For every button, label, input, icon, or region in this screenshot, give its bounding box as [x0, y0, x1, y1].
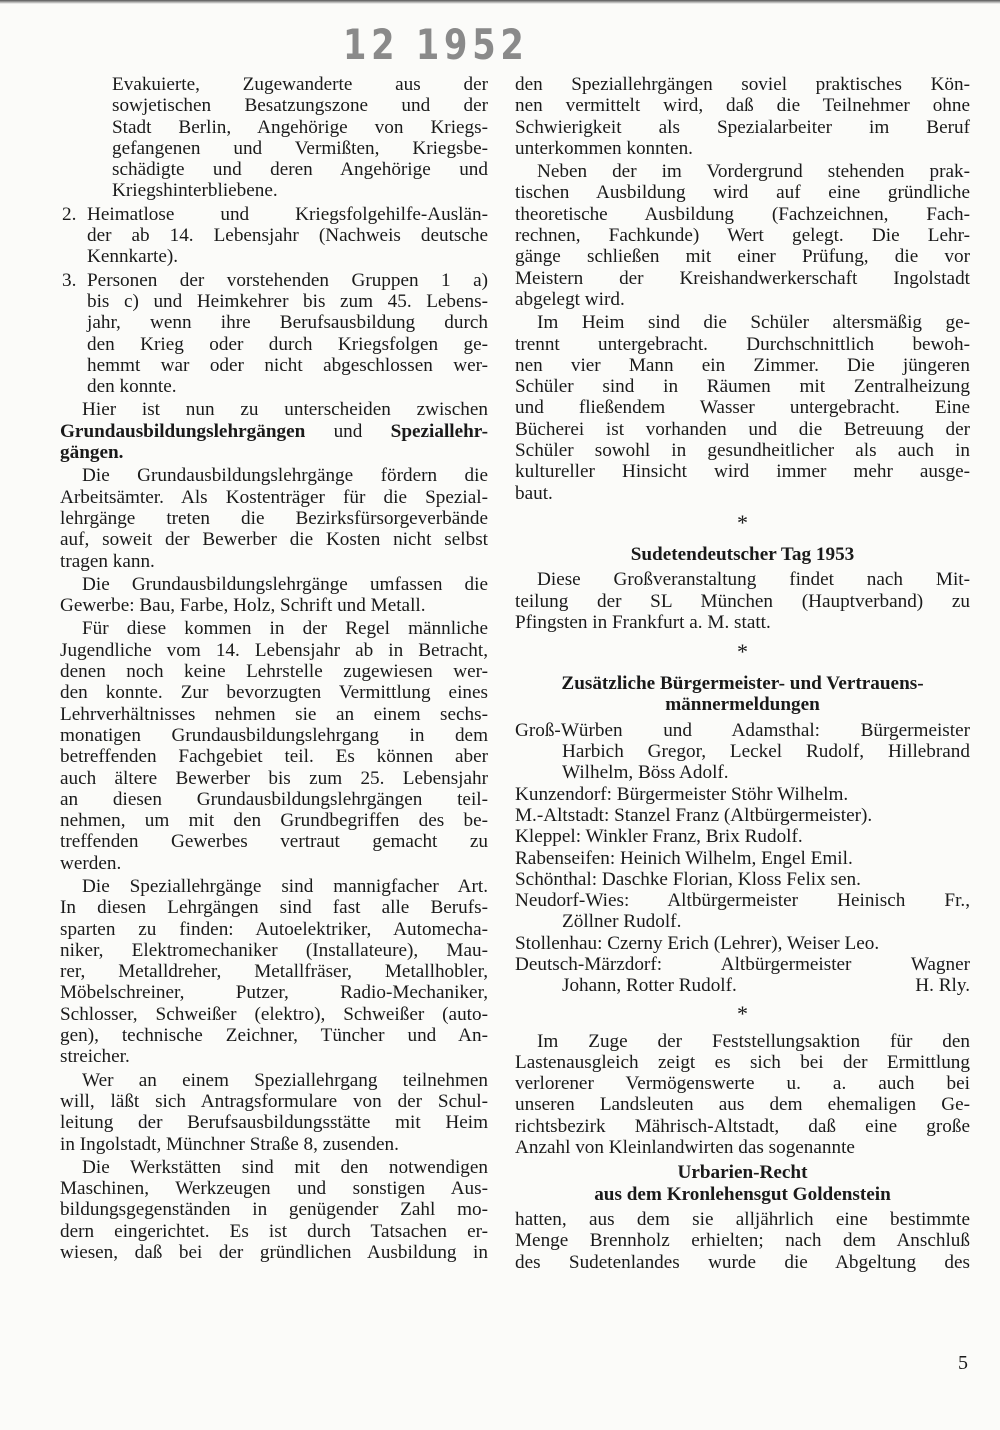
text-line: Schüler sowohl in gesundheitlicher als auch in [515, 440, 970, 462]
text-line: rer, Metalldreher, Metallfräser, Metallhobler, [60, 961, 488, 983]
text-line: streicher. [60, 1046, 130, 1068]
text-line: Deutsch-Märzdorf: Altbürgermeister Wagner [515, 953, 970, 975]
text-line: In diesen Lehrgängen sind fast alle Berufs- [60, 897, 488, 919]
text-line: baut. [515, 482, 553, 504]
paragraph [515, 1031, 970, 1159]
text-line: jahr, wenn ihre Berufsausbildung durch [87, 312, 488, 334]
name-entry [515, 805, 970, 826]
text-line: den Krieg oder durch Kriegsfolgen ge- [87, 333, 488, 355]
text-line: Neben der im Vordergrund stehenden prak- [537, 161, 970, 183]
text-line: treffenden Gewerbes vertraut gemacht zu [60, 831, 488, 853]
text-line: tischen Ausbildung wird auf eine gründliche [515, 182, 970, 204]
name-entry [515, 954, 970, 997]
text-line: hatten, aus dem sie alljährlich eine bestimmte [515, 1208, 970, 1230]
list-number: 3. [62, 269, 77, 291]
text-line: lehrgänge treten die Bezirksfürsorgeverbände [60, 507, 488, 529]
paragraph [60, 465, 488, 571]
right-column [515, 74, 970, 1275]
text-line [60, 421, 488, 442]
text-line: des Sudetenlandes wurde die Abgeltung des [515, 1251, 970, 1273]
text-line: verlorener Vermögenswerte u. a. auch bei [515, 1073, 970, 1095]
text-line: rechnen, Fachkunde) Wert gelegt. Die Lehr- [515, 225, 970, 247]
text-line: richtsbezirk Mährisch-Altstadt, daß eine große [515, 1115, 970, 1137]
text-line: Schüler sind in Räumen mit Zentralheizung [515, 376, 970, 398]
text-line [515, 975, 970, 996]
scan-edge [0, 0, 1000, 4]
text-line: der ab 14. Lebensjahr (Nachweis deutsche [87, 225, 488, 247]
text-line: Im Heim sind die Schüler altersmäßig ge- [537, 312, 970, 334]
text-line: Maschinen, Werkzeugen und sonstigen Aus- [60, 1178, 488, 1200]
text-line: Urbarien-Recht [677, 1162, 808, 1184]
text-line: in Ingolstadt, Münchner Straße 8, zusenden. [60, 1133, 399, 1155]
text-line: Kennkarte). [87, 246, 179, 268]
name-entry [515, 933, 970, 954]
text-line: bildungsgegenständen in genügender Zahl mo- [60, 1199, 488, 1221]
text-line: Groß-Würben und Adamsthal: Bürgermeister [515, 719, 970, 741]
text-line: Rabenseifen: Heinich Wilhelm, Engel Emil. [515, 847, 853, 869]
text-line: Bücherei ist vorhanden und die Betreuung der [515, 418, 970, 440]
text-line: nen vier Mann ein Zimmer. Die jüngeren [515, 354, 970, 376]
text-line: den konnte. [87, 376, 177, 398]
left-column [60, 74, 488, 1265]
text-line: Meistern der Kreishandwerkerschaft Ingolstadt [515, 267, 970, 289]
name-entry [515, 826, 970, 847]
text-line: Evakuierte, Zugewanderte aus der [112, 74, 488, 95]
text-line: auch ältere Bewerber bis zum 25. Lebensjahr [60, 767, 488, 789]
name-entry [515, 869, 970, 890]
text-line: bis c) und Heimkehrer bis zum 45. Lebens- [87, 290, 488, 312]
text-line: schädigte und deren Angehörige und [112, 159, 488, 181]
text-line: sparten zu finden: Autoelektriker, Automecha- [60, 918, 488, 940]
paragraph [515, 1209, 970, 1273]
text-line: niker, Elektromechaniker (Installateure), Mau- [60, 939, 488, 961]
paragraph [60, 1157, 488, 1263]
text-line: Lehrverhältnisses nehmen sie an einem sechs- [60, 703, 488, 725]
text-line: Zöllner Rudolf. [562, 911, 682, 933]
name-entry [515, 848, 970, 869]
list-item [60, 204, 488, 268]
text-line: Stadt Berlin, Angehörige von Kriegs- [112, 116, 488, 138]
section-heading [515, 1162, 970, 1205]
text-line: Kriegshinterbliebene. [112, 180, 278, 202]
section-separator: * [737, 1000, 748, 1026]
text-line: Wer an einem Speziallehrgang teilnehmen [82, 1069, 488, 1091]
text-line: Lastenausgleich zeigt es sich bei der Ermittlung [515, 1051, 970, 1073]
text-segment: Johann, Rotter Rudolf. [562, 975, 737, 997]
text-line: denen noch keine Lehrstelle zugewiesen wer- [60, 661, 488, 683]
text-line: Personen der vorstehenden Gruppen 1 a) [87, 269, 488, 291]
text-line: Im Zuge der Feststellungsaktion für den [537, 1030, 970, 1052]
text-line: aus dem Kronlehensgut Goldenstein [594, 1183, 891, 1205]
date-stamp: 12 1952 [343, 20, 529, 69]
text-line: unterkommen konnten. [515, 137, 693, 159]
text-line: sowjetischen Besatzungszone und der [112, 95, 488, 117]
text-line: Für diese kommen in der Regel männliche [82, 618, 488, 640]
bold-term: Speziallehr- [390, 420, 488, 442]
text-line: gefangenen und Vermißten, Kriegsbe- [112, 137, 488, 159]
text-line [60, 442, 488, 463]
text-line: Gewerbe: Bau, Farbe, Holz, Schrift und Metall. [60, 595, 426, 617]
text-line: will, läßt sich Antragsformulare von der Schul- [60, 1090, 488, 1112]
name-entry [515, 784, 970, 805]
text-line: den Speziallehrgängen soviel praktisches Kön- [515, 74, 970, 95]
name-entry [515, 890, 970, 933]
paragraph [60, 618, 488, 874]
text-line: Diese Großveranstaltung findet nach Mit- [537, 569, 970, 591]
text-line: Heimatlose und Kriegsfolgehilfe-Auslän- [87, 203, 488, 225]
text-line: und fließendem Wasser untergebracht. Eine [515, 397, 970, 419]
text-line: nen vermittelt wird, daß die Teilnehmer ohne [515, 95, 970, 117]
text-line: Schlosser, Schweißer (elektro), Schweißer (auto- [60, 1003, 488, 1025]
text-line: Die Speziallehrgänge sind mannigfacher Art. [82, 875, 488, 897]
text-line: Die Grundausbildungslehrgänge umfassen die [82, 573, 488, 595]
text-line: gänge schließen mit einer Prüfung, die vor [515, 246, 970, 268]
bold-term: gängen. [60, 442, 124, 464]
page-number: 5 [958, 1352, 968, 1374]
text-line: Sudetendeutscher Tag 1953 [630, 543, 855, 565]
paragraph [60, 574, 488, 617]
text-line: M.-Altstadt: Stanzel Franz (Altbürgermeister). [515, 804, 873, 826]
name-entry [515, 720, 970, 784]
text-line: nehmen, um mit den Grundbegriffen des be- [60, 810, 488, 832]
text-line: unseren Landsleuten aus dem ehemaligen Ge- [515, 1094, 970, 1116]
text-line: Möbelschreiner, Putzer, Radio-Mechaniker, [60, 982, 488, 1004]
text-line: monatigen Grundausbildungslehrgang in dem [60, 724, 488, 746]
text-line: Menge Brennholz erhielten; nach dem Anschluß [515, 1230, 970, 1252]
text-line: hemmt war oder nicht abgeschlossen wer- [87, 354, 488, 376]
paragraph [60, 876, 488, 1068]
text-line: Neudorf-Wies: Altbürgermeister Heinisch Fr., [515, 890, 970, 912]
text-line: abgelegt wird. [515, 288, 625, 310]
text-line: Jugendliche vom 14. Lebensjahr ab in Betracht, [60, 639, 488, 661]
section-heading [515, 544, 970, 565]
text-line: werden. [60, 852, 122, 874]
text-line: Kunzendorf: Bürgermeister Stöhr Wilhelm. [515, 783, 849, 805]
text-line: betreffenden Fachgebiet teil. Es können aber [60, 746, 488, 768]
paragraph [60, 1070, 488, 1155]
section-heading [515, 673, 970, 716]
paragraph [60, 399, 488, 463]
paragraph [515, 312, 970, 504]
text-line: Zusätzliche Bürgermeister- und Vertrauens- [561, 673, 924, 695]
text-line: an diesen Grundausbildungslehrgängen teil- [60, 788, 488, 810]
text-line: gen), technische Zeichner, Tüncher und An- [60, 1025, 488, 1047]
text-line: kultureller Hinsicht wird immer mehr ausge- [515, 461, 970, 483]
paragraph [515, 161, 970, 310]
text-line: männermeldungen [665, 694, 820, 716]
text-line: Anzahl von Kleinlandwirten das sogenannte [515, 1137, 855, 1159]
text-line: Wilhelm, Böss Adolf. [562, 762, 729, 784]
list-item [60, 270, 488, 398]
text-line: Die Grundausbildungslehrgänge fördern die [82, 465, 488, 487]
text-line: theoretische Ausbildung (Fachzeichnen, Fach- [515, 203, 970, 225]
text-line: auf, soweit der Bewerber die Kosten nicht selbst [60, 529, 488, 551]
list-item-continuation [60, 74, 488, 202]
section-separator: * [737, 509, 748, 535]
section-separator: * [737, 639, 748, 665]
text-line: Hier ist nun zu unterscheiden zwischen [82, 399, 488, 421]
text-line: leitung der Berufsausbildungsstätte mit Heim [60, 1112, 488, 1134]
paragraph [515, 569, 970, 633]
text-line: Stollenhau: Czerny Erich (Lehrer), Weiser Leo. [515, 932, 880, 954]
text-line: teilung der SL München (Hauptverband) zu [515, 590, 970, 612]
text-segment: und [305, 420, 391, 442]
text-line: den konnte. Zur bevorzugten Vermittlung eines [60, 682, 488, 704]
author-signature: H. Rly. [915, 975, 970, 997]
text-line: trennt untergebracht. Durchschnittlich bewoh- [515, 333, 970, 355]
text-line: Schönthal: Daschke Florian, Kloss Felix sen. [515, 868, 861, 890]
text-line: wiesen, daß bei der gründlichen Ausbildung in [60, 1242, 488, 1264]
text-line: Pfingsten in Frankfurt a. M. statt. [515, 611, 771, 633]
text-line: Arbeitsämter. Als Kostenträger für die Spezial- [60, 486, 488, 508]
list-number: 2. [62, 203, 77, 225]
text-line: Schwierigkeit als Spezialarbeiter im Beruf [515, 116, 970, 138]
text-line: dern eingerichtet. Es ist durch Tatsachen er- [60, 1220, 488, 1242]
text-line: Harbich Gregor, Leckel Rudolf, Hillebrand [562, 741, 970, 763]
text-line: tragen kann. [60, 550, 155, 572]
text-line: Kleppel: Winkler Franz, Brix Rudolf. [515, 826, 803, 848]
paragraph [515, 74, 970, 159]
text-line: Die Werkstätten sind mit den notwendigen [82, 1156, 488, 1178]
bold-term: Grundausbildungslehrgängen [60, 420, 306, 442]
